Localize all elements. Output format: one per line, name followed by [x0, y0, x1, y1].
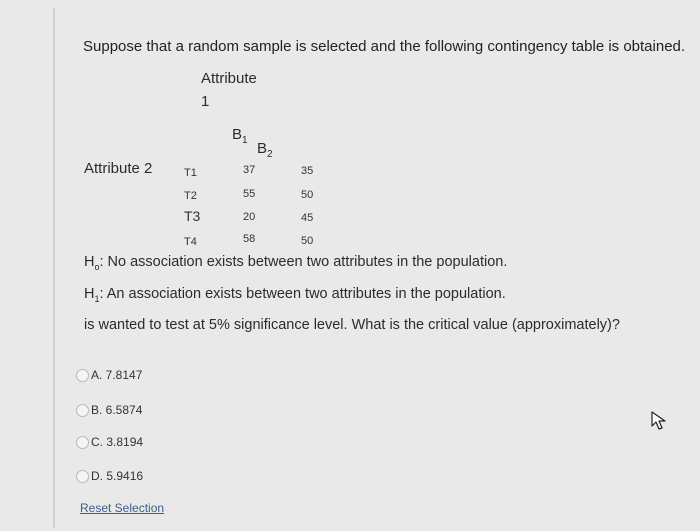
option-d-label: D. 5.9416 — [91, 469, 144, 483]
cell-t3-b2: 45 — [301, 212, 314, 224]
row-label-t4: T4 — [184, 236, 197, 248]
option-a-label: A. 7.8147 — [91, 368, 143, 382]
mouse-cursor-icon — [650, 411, 668, 431]
radio-circle-icon[interactable] — [76, 404, 89, 417]
question-text: Suppose that a random sample is selected and the following contingency table is obtained. — [83, 38, 686, 55]
left-divider — [53, 8, 55, 528]
alternative-hypothesis: $H_1$: An association exists between two attributes in the population. — [84, 286, 506, 304]
option-b[interactable] — [76, 403, 142, 417]
option-c-label: C. 3.8194 — [91, 435, 144, 449]
question-prompt: is wanted to test at 5% significance level. What is the critical value (approximately)? — [84, 317, 620, 333]
row-label-t3: T3 — [184, 208, 201, 224]
option-c[interactable] — [76, 435, 143, 449]
option-b-label: B. 6.5874 — [91, 403, 143, 417]
attribute-1-header: Attribute — [201, 70, 257, 87]
radio-circle-icon[interactable] — [76, 436, 89, 449]
reset-selection-link[interactable]: Reset Selection — [80, 501, 165, 515]
attribute-2-header: Attribute 2 — [84, 160, 153, 177]
cell-t4-b2: 50 — [301, 235, 314, 247]
column-header-b1: $B_1$ — [232, 126, 248, 146]
attribute-1-header-num: 1 — [201, 93, 210, 110]
cell-t2-b1: 55 — [243, 188, 256, 200]
option-a[interactable] — [76, 368, 142, 382]
cell-t4-b1: 58 — [243, 233, 256, 245]
null-hypothesis: $H_o$: No association exists between two attributes in the population. — [84, 254, 508, 272]
cell-t3-b1: 20 — [243, 211, 256, 223]
cell-t2-b2: 50 — [301, 189, 314, 201]
row-label-t1: T1 — [184, 167, 197, 179]
option-d[interactable] — [76, 469, 143, 483]
column-header-b2: $B_2$ — [257, 140, 273, 160]
radio-circle-icon[interactable] — [76, 470, 89, 483]
cell-t1-b1: 37 — [243, 164, 256, 176]
cell-t1-b2: 35 — [301, 165, 314, 177]
radio-circle-icon[interactable] — [76, 369, 89, 382]
row-label-t2: T2 — [184, 190, 197, 202]
